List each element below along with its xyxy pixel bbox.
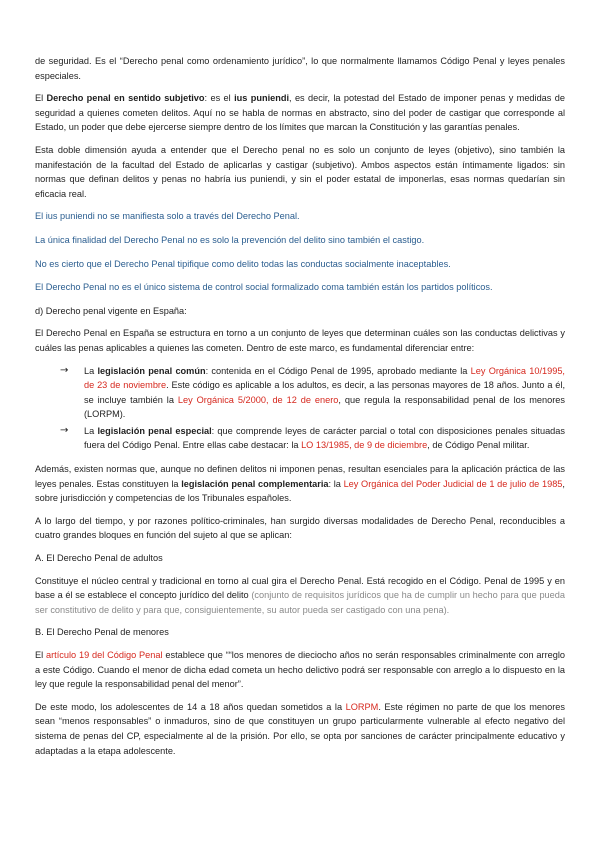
- arrow-right-icon: →: [60, 424, 69, 436]
- paragraph-modalities: A lo largo del tiempo, y por razones político-criminales, han surgido diversas modalidades de Derecho Penal, reconducibles a cuatro grandes bloques en función del sujeto al que se aplican:: [35, 515, 565, 541]
- term-ius-puniendi: ius puniendi: [234, 93, 290, 104]
- law-reference: Ley Orgánica 10/1995, de 23 de noviembre: [84, 365, 565, 391]
- section-heading-d: d) Derecho penal vigente en España:: [35, 305, 187, 316]
- law-reference: LORPM: [345, 701, 379, 712]
- statement-item: La única finalidad del Derecho Penal no es solo la prevención del delito sino también el castigo.: [35, 234, 425, 245]
- paragraph-adult-law: Constituye el núcleo central y tradicional en torno al cual gira el Derecho Penal. Está recogido en el Código. Penal de 1995 y en base a él se establece el concepto jurídico del delito (conjunto de requisitos jurídicos que ha de cumplir un hecho para que pueda ser constitutivo de delito y para que, consiguientemente, su autor pueda ser castigado con una pena).: [35, 575, 565, 615]
- legislation-list: [35, 364, 565, 454]
- list-item-special-legislation: → La legislación penal especial: que comprende leyes de carácter parcial o total con disposiciones penales situadas fuera del Código Penal. Entre ellas cabe destacar: la LO 13/1985, de 9 de diciembre, de Código Penal militar.: [60, 424, 565, 451]
- paragraph-minors-law: El artículo 19 del Código Penal establece que ““los menores de dieciocho años no serán responsables criminalmente con arreglo a este Código. Cuando el menor de dicha edad cometa un hecho delictivo podrá ser responsable con arreglo a lo dispuesto en la ley que regule la responsabilidad penal del menor”.: [35, 650, 565, 690]
- note-text: (conjunto de requisitos jurídicos que ha de cumplir un hecho para que pueda ser constitutivo de delito y para que, consiguientemente, su autor pueda ser castigado con una pena).: [35, 590, 565, 615]
- paragraph-subjective-law: El Derecho penal en sentido subjetivo: es el ius puniendi, es decir, la potestad del Estado de imponer penas y medidas de seguridad a quienes cometen delitos. Aquí no se habla de normas en abstracto, sino del poder de castigar que corresponde al Estado, un poder que debe ejercerse siempre dentro de los límites que marcan la Constitución y las garantías penales.: [35, 93, 565, 133]
- paragraph-complementary-legislation: Además, existen normas que, aunque no definen delitos ni imponen penas, resultan esenciales para la aplicación práctica de las leyes penales. Estas constituyen la legislación penal complementaria: la Ley Orgánica del Poder Judicial de 1 de julio de 1985, sobre jurisdicción y competencias de los Tribunales españoles.: [35, 464, 565, 504]
- statement-item: No es cierto que el Derecho Penal tipifique como delito todas las conductas socialmente inaceptables.: [35, 258, 451, 269]
- law-reference: LO 13/1985, de 9 de diciembre: [301, 440, 428, 451]
- paragraph-objective-law: de seguridad. Es el “Derecho penal como ordenamiento jurídico”, lo que normalmente llamamos Código Penal y leyes penales especiales.: [35, 56, 565, 81]
- arrow-right-icon: →: [60, 364, 69, 376]
- term-subjective-law: Derecho penal en sentido subjetivo: [46, 93, 205, 104]
- paragraph-double-dimension: Esta doble dimensión ayuda a entender que el Derecho penal no es solo un conjunto de leyes (objetivo), sino también la manifestación de la facultad del Estado de aplicarlas y castigar (subjetivo). Ambos aspectos están íntimamente ligados: sin normas que definan delitos y penas no habría ius puniendi, y sin el poder estatal de imponerlas, esas normas quedarían sin eficacia real.: [35, 144, 565, 199]
- statement-item: El ius puniendi no se manifiesta solo a través del Derecho Penal.: [35, 211, 300, 222]
- section-heading-b: B. El Derecho Penal de menores: [35, 627, 169, 638]
- statement-item: El Derecho Penal no es el único sistema de control social formalizado coma también están los partidos políticos.: [35, 282, 493, 293]
- section-heading-a: A. El Derecho Penal de adultos: [35, 553, 163, 564]
- law-reference: artículo 19 del Código Penal: [46, 650, 163, 660]
- paragraph-spain-law: El Derecho Penal en España se estructura en torno a un conjunto de leyes que determinan cuáles son las conductas delictivas y cuáles las penas aplicables a quienes las cometen. Dentro de este marco, es fundamental diferenciar entre:: [35, 328, 565, 353]
- law-reference: Ley Orgánica del Poder Judicial de 1 de julio de 1985: [343, 478, 563, 489]
- paragraph-lorpm: De este modo, los adolescentes de 14 a 18 años quedan sometidos a la LORPM. Este régimen no parte de que los menores sean “menos responsables” o inmaduros, sino de que constituyen un grupo particularmente vulnerable al efecto negativo del sistema de penas del CP, especialmente al de la prisión. Por ello, se opta por sanciones de carácter principalmente educativo y adaptadas a la etapa adolescente.: [35, 701, 566, 756]
- list-item-common-legislation: → La legislación penal común: contenida en el Código Penal de 1995, aprobado mediante la Ley Orgánica 10/1995, de 23 de noviembre. Este código es aplicable a los adultos, es decir, a las personas mayores de 18 años. Junto a él, se incluye también la Ley Orgánica 5/2000, de 12 de enero, que regula la responsabilidad penal de los menores (LORPM).: [60, 364, 566, 420]
- law-reference: Ley Orgánica 5/2000, de 12 de enero: [177, 394, 339, 405]
